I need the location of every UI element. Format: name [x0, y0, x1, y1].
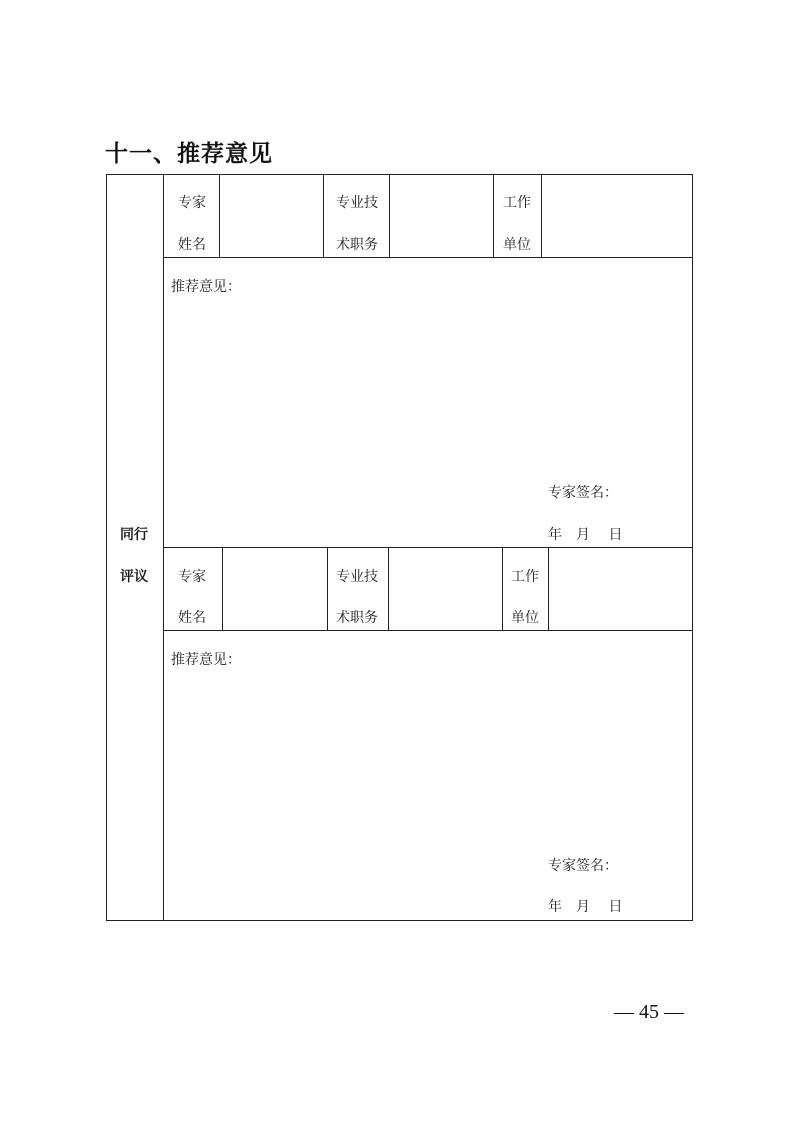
signature-label: 专家签名：	[548, 485, 618, 501]
expert-unit-value[interactable]	[548, 215, 686, 233]
col-divider-1d	[493, 174, 494, 258]
col-divider-2b	[327, 547, 328, 631]
section-title: 十一、推荐意见	[105, 141, 273, 167]
col-divider-1a	[219, 174, 220, 258]
expert-name-label-line1: 专家	[178, 569, 206, 585]
col-divider-2c	[388, 547, 389, 631]
expert-name-value[interactable]	[226, 215, 318, 233]
expert-name-label-line1: 专家	[178, 195, 206, 211]
page-number: — 45 —	[614, 1001, 684, 1023]
col-divider-1c	[389, 174, 390, 258]
expert-title-value[interactable]	[396, 215, 488, 233]
col-divider-2d	[502, 547, 503, 631]
expert-unit-label-line2: 单位	[503, 237, 531, 253]
date-label: 年 月 日	[548, 527, 623, 543]
opinion-label: 推荐意见：	[171, 279, 241, 295]
expert-title-label-line1: 专业技	[336, 195, 378, 211]
expert-unit-label-line2: 单位	[511, 610, 539, 626]
block-separator	[163, 547, 693, 548]
expert-name-label-line2: 姓名	[178, 237, 206, 253]
col-divider-2a	[222, 547, 223, 631]
opinion-area[interactable]	[170, 673, 685, 843]
opinion-label: 推荐意见：	[171, 652, 241, 668]
expert-title-value[interactable]	[395, 588, 495, 606]
info-row-bottom-2	[163, 630, 693, 631]
side-label-line2: 评议	[120, 569, 148, 585]
expert-name-label-line2: 姓名	[178, 610, 206, 626]
info-row-bottom-1	[163, 257, 693, 258]
expert-title-label-line2: 术职务	[336, 610, 378, 626]
signature-label: 专家签名：	[548, 858, 618, 874]
side-label-line1: 同行	[120, 527, 148, 543]
opinion-area[interactable]	[170, 300, 685, 470]
col-divider-1e	[541, 174, 542, 258]
expert-title-label-line2: 术职务	[336, 237, 378, 253]
date-label: 年 月 日	[548, 899, 623, 915]
col-divider-1b	[323, 174, 324, 258]
expert-unit-label-line1: 工作	[511, 569, 539, 585]
expert-name-value[interactable]	[229, 588, 321, 606]
col-divider-2e	[548, 547, 549, 631]
expert-unit-label-line1: 工作	[503, 195, 531, 211]
expert-unit-value[interactable]	[555, 588, 685, 606]
expert-title-label-line1: 专业技	[336, 569, 378, 585]
